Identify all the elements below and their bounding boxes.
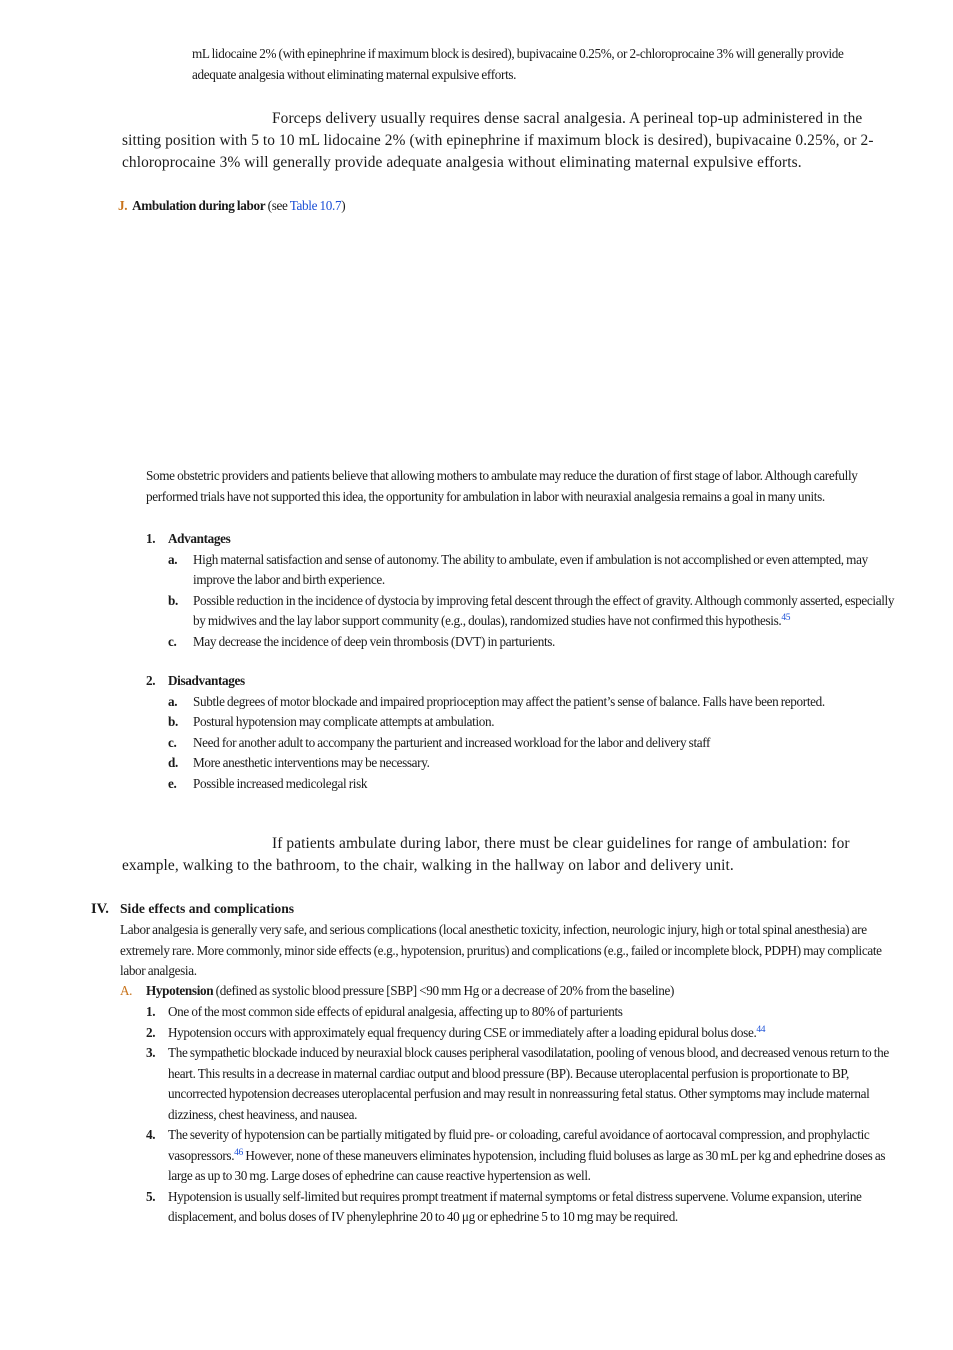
list-item [146, 753, 898, 774]
item-text [168, 1023, 902, 1044]
hypotension-heading [120, 981, 902, 1002]
list-item [146, 550, 898, 591]
item-letter: e. [168, 775, 177, 791]
section-iv-heading [91, 899, 901, 919]
item-text [168, 1125, 902, 1187]
disadvantages-list [146, 671, 898, 794]
item-text: High maternal satisfaction and sense of autonomy. The ability to ambulate, even if ambulation is not accomplished or even attempted, may improve the labor and birth experience. [193, 551, 868, 587]
list-item [146, 1125, 902, 1187]
section-j-letter: J. [118, 198, 128, 213]
forceps-paragraph: Forceps delivery usually requires dense sacral analgesia. A perineal top-up administered in the sitting position with 5 to 10 mL lidocaine 2% (with epinephrine if maximum block is desired), bupivacaine 0.25%, or 2-chloroprocaine 3% will generally provide adequate analgesia without eliminating maternal expulsive efforts. [122, 110, 874, 171]
section-j-title: Ambulation during labor [132, 198, 266, 213]
section-iv-number: IV. [91, 901, 109, 917]
list-item [146, 1187, 902, 1228]
list-item [146, 1002, 902, 1023]
hypotension-letter: A. [120, 983, 133, 998]
guidelines-paragraph: If patients ambulate during labor, there must be clear guidelines for range of ambulation: for example, walking to the bathroom, to the chair, walking in the hallway on labor and delivery unit. [122, 835, 850, 874]
ambulation-intro: Some obstetric providers and patients believe that allowing mothers to ambulate may reduce the duration of first stage of labor. Although carefully performed trials have not supported this idea, the opportunity for ambulation in labor with neuraxial analgesia remains a goal in many units. [146, 468, 858, 504]
list-item [146, 1043, 902, 1125]
item-number: 2. [146, 1024, 156, 1040]
hypotension-list [146, 1002, 902, 1228]
section-iv-title: Side effects and complications [120, 901, 295, 916]
see-suffix: ) [341, 198, 346, 213]
item-letter: b. [168, 714, 178, 729]
list-item [146, 632, 898, 653]
item-text: Possible increased medicolegal risk [193, 775, 368, 791]
advantages-list [146, 529, 898, 652]
item-text: One of the most common side effects of epidural analgesia, affecting up to 80% of parturients [168, 1004, 623, 1019]
item-letter: a. [168, 551, 178, 567]
list-item [146, 692, 898, 713]
item-text [193, 591, 898, 632]
item-letter: d. [168, 755, 178, 770]
reference-46-link[interactable]: 46 [234, 1147, 243, 1158]
item-text: May decrease the incidence of deep vein thrombosis (DVT) in parturients. [193, 633, 555, 649]
disadvantages-title: Disadvantages [168, 673, 245, 688]
item-text-part-b: However, none of these maneuvers eliminates hypotension, including fluid boluses as large as 30 mL per kg and ephedrine doses as large as up to 30 mg. Large doses of ephedrine can cause reactive hypertension as well. [168, 1147, 886, 1183]
reference-44-link[interactable]: 44 [756, 1024, 766, 1035]
item-letter: a. [168, 693, 178, 709]
item-number: 3. [146, 1045, 156, 1060]
reference-45-link[interactable]: 45 [781, 613, 791, 623]
item-text-body: Hypotension occurs with approximately equal frequency during CSE or immediately after a loading epidural bolus dose. [168, 1024, 757, 1040]
list-item [146, 774, 898, 795]
advantages-number: 1. [146, 531, 156, 546]
hypotension-title: Hypotension [146, 983, 214, 998]
table-10-7-link[interactable]: Table 10.7 [289, 198, 342, 213]
intro-paragraph: mL lidocaine 2% (with epinephrine if maximum block is desired), bupivacaine 0.25%, or 2-chloroprocaine 3% will generally provide adequate analgesia without eliminating maternal expulsive efforts. [192, 46, 844, 82]
advantages-heading [146, 529, 898, 550]
list-item [146, 591, 898, 632]
item-number: 1. [146, 1004, 156, 1019]
item-text: Hypotension is usually self-limited but requires prompt treatment if maternal symptoms or fetal distress supervene. Volume expansion, uterine displacement, and bolus doses of IV phenylephrine 20 to 40 μg or ephedrine 5 to 10 mg may be required. [168, 1188, 862, 1224]
item-text: The sympathetic blockade induced by neuraxial block causes peripheral vasodilatation, pooling of venous blood, and decreased venous return to the heart. This results in a decrease in maternal cardiac output and blood pressure (BP). Because uteroplacental perfusion is proportionate to BP, uncorrected hypotension decreases uteroplacental perfusion and may result in nonreassuring fetal status. Other symptoms may include maternal dizziness, chest heaviness, and nausea. [168, 1045, 889, 1122]
item-text-body: Possible reduction in the incidence of dystocia by improving fetal descent through the effect of gravity. Although commonly asserted, especially by midwives and the lay labor support community (e.g., doulas), randomized studies have not confirmed this hypothesis. [193, 592, 895, 628]
hypotension-definition: (defined as systolic blood pressure [SBP] <90 mm Hg or a decrease of 20% from the baseline) [213, 983, 675, 998]
item-number: 4. [146, 1127, 156, 1142]
item-text: Postural hypotension may complicate attempts at ambulation. [193, 714, 495, 729]
item-number: 5. [146, 1188, 156, 1204]
section-iv-intro: Labor analgesia is generally very safe, and serious complications (local anesthetic toxicity, infection, neurologic injury, high or total spinal anesthesia) are extremely rare. More commonly, minor side effects (e.g., hypotension, pruritus) and complications (e.g., failed or incomplete block, PDPH) may complicate labor analgesia. [120, 922, 882, 978]
item-letter: c. [168, 633, 177, 649]
disadvantages-number: 2. [146, 673, 156, 688]
item-text: More anesthetic interventions may be necessary. [193, 755, 430, 770]
item-text: Subtle degrees of motor blockade and impaired proprioception may affect the patient’s sense of balance. Falls have been reported. [193, 693, 825, 709]
item-text: Need for another adult to accompany the parturient and increased workload for the labor and delivery staff [193, 734, 711, 750]
list-item [146, 712, 898, 733]
item-letter: b. [168, 592, 178, 608]
list-item [146, 1023, 902, 1044]
item-text-part-a: The severity of hypotension can be partially mitigated by fluid pre- or coloading, careful avoidance of aortocaval compression, and prophylactic vasopressors. [168, 1127, 870, 1163]
disadvantages-heading [146, 671, 898, 692]
see-prefix: (see [265, 198, 290, 213]
list-item [146, 733, 898, 754]
item-letter: c. [168, 734, 177, 750]
advantages-title: Advantages [168, 531, 231, 546]
section-j-heading [118, 196, 878, 217]
